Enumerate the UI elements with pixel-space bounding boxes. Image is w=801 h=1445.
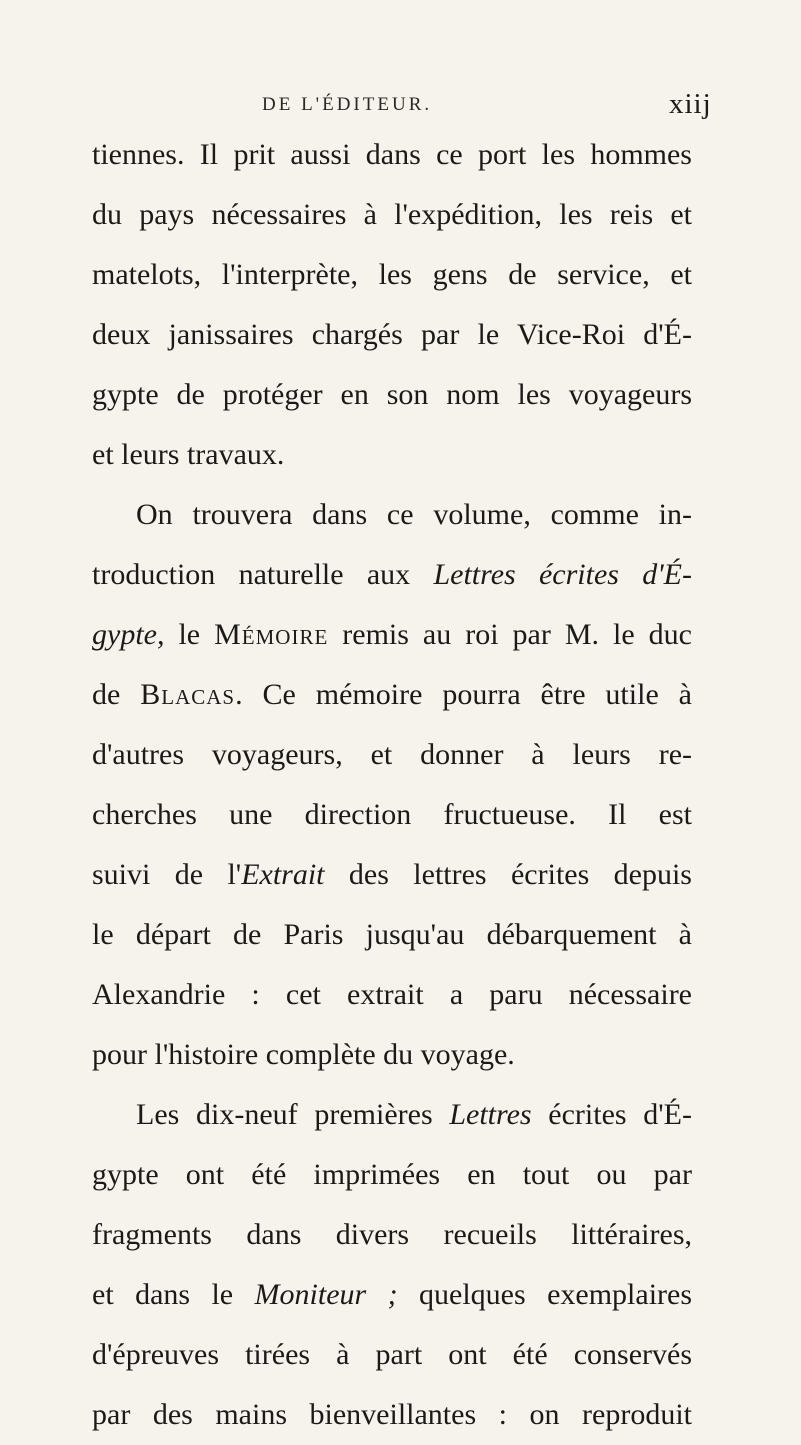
running-head: [0, 88, 801, 124]
text-line: et leurs travaux.: [92, 438, 285, 471]
text-line: de Blacas. Ce mémoire pourra être utile à: [92, 678, 692, 711]
text-line: tiennes. Il prit aussi dans ce port les hommes: [92, 138, 692, 171]
text-line: d'épreuves tirées à part ont été conservés: [92, 1338, 692, 1371]
text-line: matelots, l'interprète, les gens de service, et: [92, 258, 692, 291]
text-line: suivi de l'Extrait des lettres écrites depuis: [92, 858, 692, 891]
text-line: On trouvera dans ce volume, comme in-: [136, 498, 692, 531]
text-line: gypte, le Mémoire remis au roi par M. le duc: [92, 618, 692, 651]
text-line: troduction naturelle aux Lettres écrites d'É-: [92, 558, 692, 591]
text-line: cherches une direction fructueuse. Il est: [92, 798, 692, 831]
text-line: le départ de Paris jusqu'au débarquement à: [92, 918, 692, 951]
text-line: Les dix-neuf premières Lettres écrites d'É-: [136, 1098, 692, 1131]
page-number: xiij: [669, 88, 712, 120]
text-line: pour l'histoire complète du voyage.: [92, 1038, 515, 1071]
text-line: gypte ont été imprimées en tout ou par: [92, 1158, 692, 1191]
text-line: et dans le Moniteur ; quelques exemplaires: [92, 1278, 693, 1311]
text-line: fragments dans divers recueils littéraires,: [92, 1218, 692, 1251]
text-line: du pays nécessaires à l'expédition, les reis et: [92, 198, 692, 231]
text-line: gypte de protéger en son nom les voyageurs: [92, 378, 692, 411]
text-line: deux janissaires chargés par le Vice-Roi d'É-: [92, 318, 692, 351]
text-line: d'autres voyageurs, et donner à leurs re-: [92, 738, 692, 771]
text-line: Alexandrie : cet extrait a paru nécessaire: [92, 978, 692, 1011]
running-title: DE L'ÉDITEUR.: [262, 94, 433, 115]
text-line: par des mains bienveillantes : on reproduit: [92, 1398, 692, 1431]
